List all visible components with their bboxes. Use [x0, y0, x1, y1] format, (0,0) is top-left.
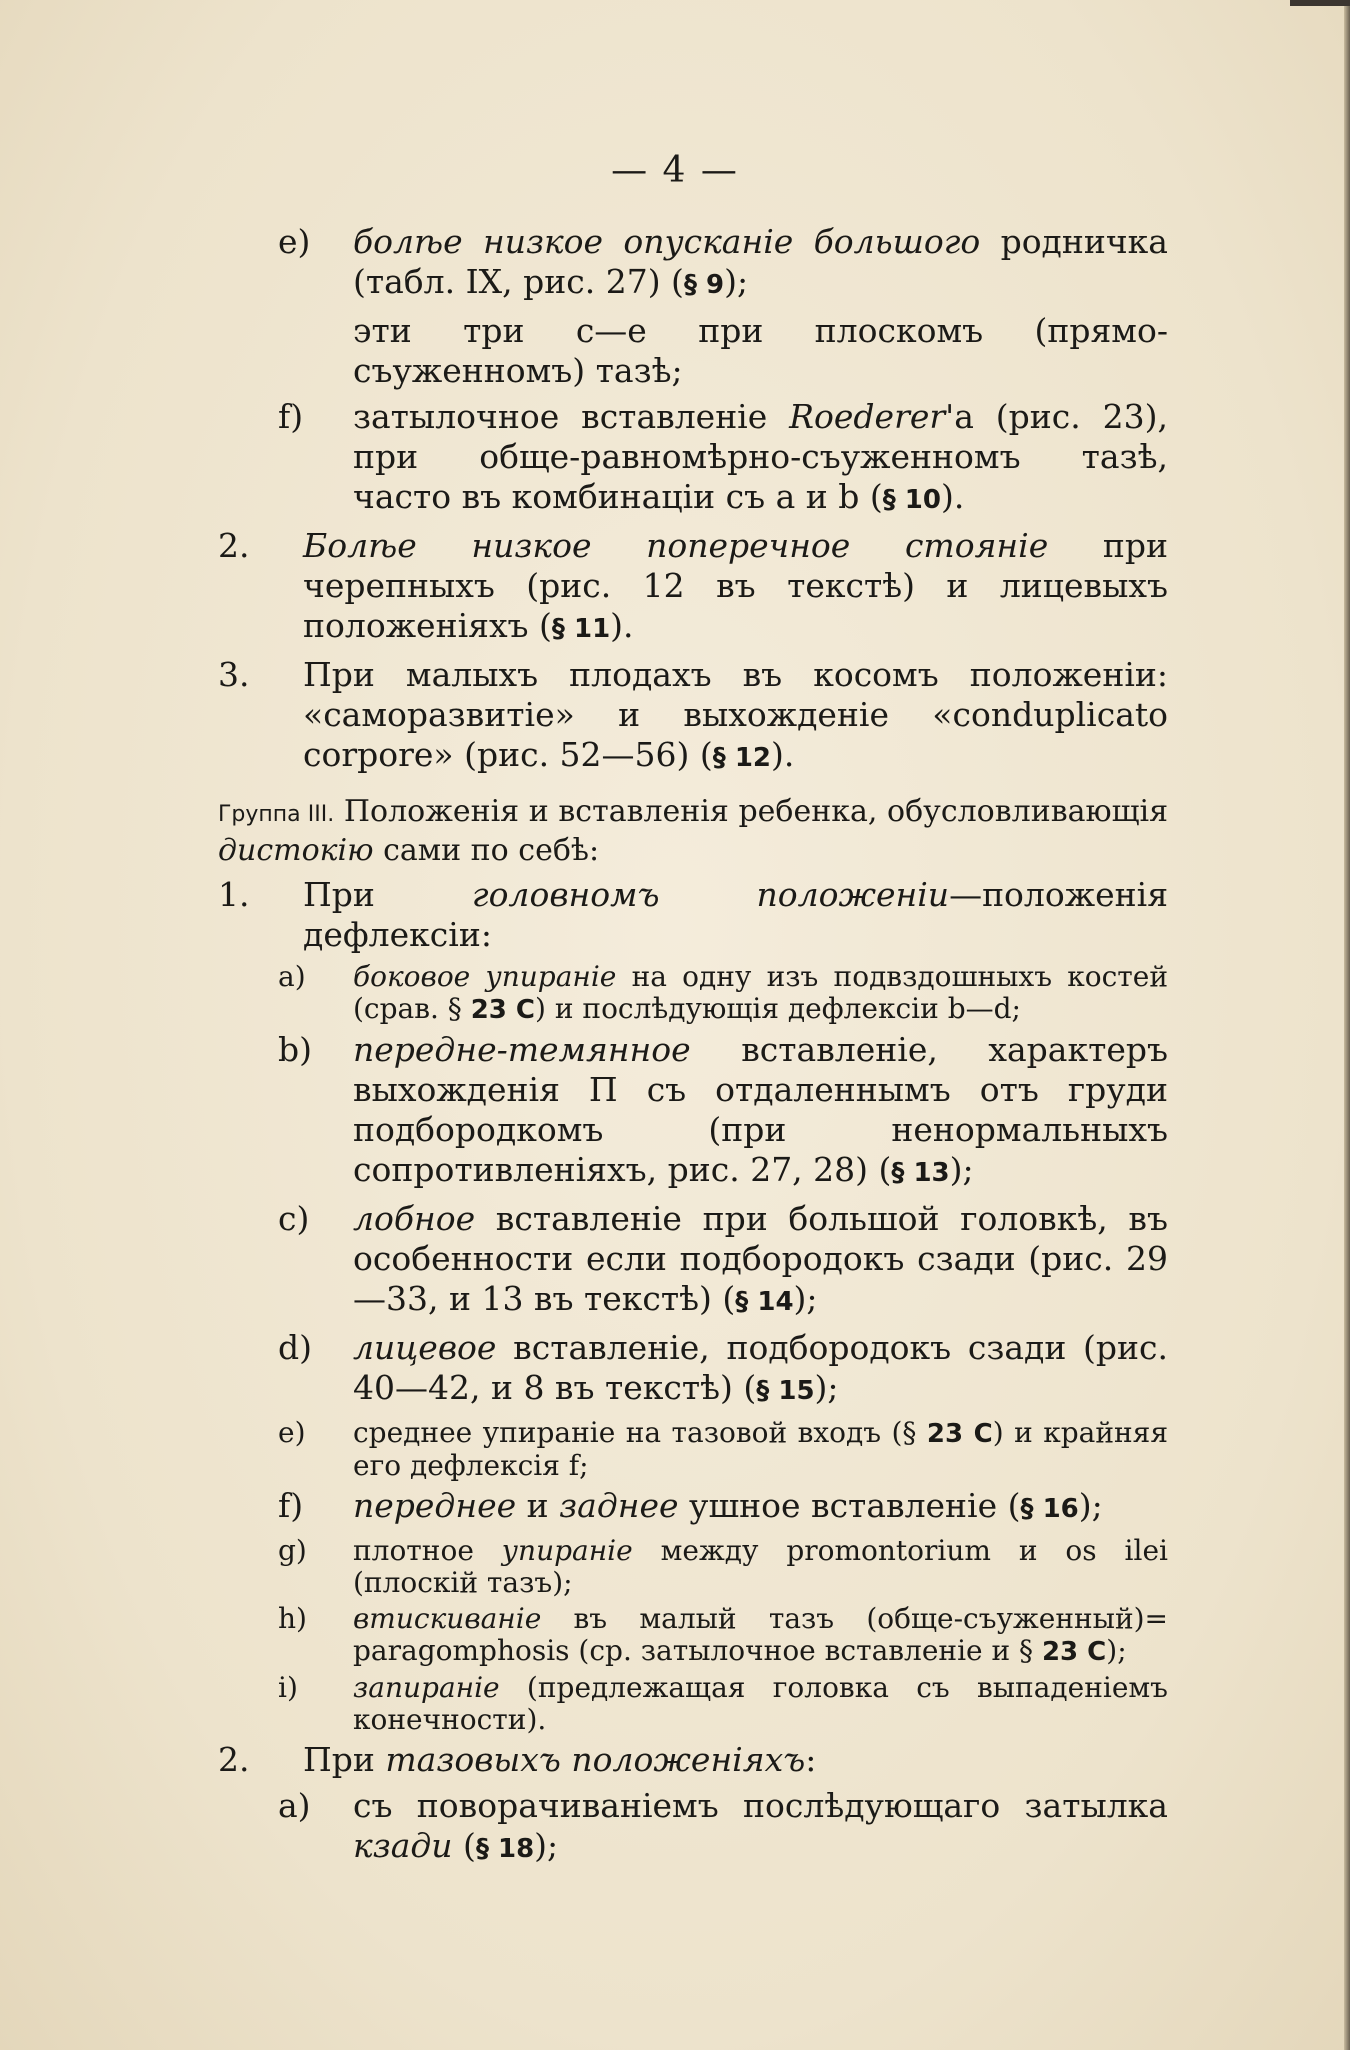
text-run: вставленіе при большой головкѣ, въ особенности если подбородокъ сзади (рис. 29—33, и 13 въ текстѣ) ( [353, 1199, 1168, 1318]
text-run: среднее упираніе на тазовой входъ (§ [353, 1416, 927, 1449]
text-run: ) и крайняя его дефлексія f; [353, 1416, 1168, 1482]
italic-term: Болѣе низкое поперечное стояніе [303, 526, 1049, 565]
list-item [218, 311, 1168, 391]
text-run: ). [771, 735, 795, 774]
text-run: ); [1078, 1486, 1103, 1525]
list-marker: f) [278, 1486, 304, 1525]
text-run: При [303, 875, 472, 914]
page-edge-shadow [1344, 0, 1350, 2050]
list-item [218, 1030, 1168, 1193]
list-marker: 3. [218, 655, 250, 694]
text-run: Положенія и вставленія ребенка, обусловливающія [334, 794, 1168, 829]
section-ref: 23 C [470, 995, 536, 1025]
section-ref: 23 C [926, 1419, 993, 1449]
section-ref: § 13 [891, 1158, 950, 1188]
list-item [218, 1417, 1168, 1482]
text-run: ); [1106, 1634, 1127, 1667]
italic-term: болѣе низкое опусканіе большого [353, 222, 981, 261]
text-run: ушное вставленіе ( [678, 1486, 1021, 1525]
text-run: ). [610, 606, 634, 645]
list-item [218, 1603, 1168, 1668]
list-marker: h) [278, 1602, 307, 1635]
text-run: ); [534, 1826, 559, 1865]
italic-term: боковое упираніе [353, 960, 617, 993]
italic-term: запираніе [353, 1671, 500, 1704]
italic-term: тазовыхъ положеніяхъ [385, 1740, 806, 1779]
list-marker: e) [278, 222, 311, 261]
text-run: 'а (рис. 23), при обще-равномѣрно-съуженномъ тазѣ, часто въ комбинаціи съ a и b ( [353, 397, 1169, 516]
page-corner-mark [1290, 0, 1350, 6]
section-ref: § 11 [551, 614, 611, 644]
italic-term: головномъ положеніи [471, 875, 950, 914]
section-ref: § 16 [1020, 1494, 1079, 1524]
list-item [218, 1740, 1168, 1780]
list-item [218, 1535, 1168, 1599]
page-number: — 4 — [611, 150, 739, 191]
text-run: съ поворачиваніемъ послѣдующаго затылка [353, 1786, 1168, 1825]
section-ref: § 14 [735, 1287, 794, 1317]
list-marker: f) [278, 397, 304, 436]
text-run: въ малый тазъ (обще-съуженный)= paragomphosis (ср. затылочное вставленіе и § [353, 1602, 1168, 1667]
text-run: При малыхъ плодахъ въ косомъ положеніи: «саморазвитіе» и выхожденіе «conduplicato corpore» (рис. 52—56) ( [303, 655, 1168, 774]
italic-term: Roederer [789, 397, 946, 436]
list-marker: b) [278, 1030, 312, 1069]
section-ref: § 15 [756, 1376, 815, 1406]
text-run: сами по себѣ: [373, 833, 600, 868]
text-run: —положенія дефлексіи: [303, 875, 1169, 954]
list-marker: 1. [218, 875, 250, 914]
list-marker: i) [278, 1671, 298, 1704]
list-item [218, 526, 1168, 649]
italic-term: упираніе [501, 1534, 633, 1567]
list-marker: c) [278, 1199, 310, 1238]
list-marker: d) [278, 1328, 312, 1367]
section-ref: § 10 [882, 485, 941, 515]
list-item [218, 655, 1168, 778]
text-run: ( [452, 1826, 476, 1865]
document-body [218, 222, 1168, 1875]
text-run: родничка (табл. IX, рис. 27) ( [353, 222, 1168, 301]
text-run: между promontorium и os ilei (плоскій тазъ); [353, 1534, 1168, 1599]
italic-term: дистокію [218, 833, 374, 868]
italic-term: лицевое [353, 1328, 497, 1367]
list-item [218, 1328, 1168, 1411]
text-run: ); [724, 262, 749, 301]
italic-term: втискиваніе [353, 1602, 542, 1635]
list-marker: 2. [218, 1740, 250, 1779]
italic-term: заднее [559, 1486, 679, 1525]
list-marker: e) [278, 1416, 306, 1449]
section-ref: § 18 [475, 1834, 535, 1864]
text-run: эти три с—е при плоскомъ (прямо-съуженномъ) тазѣ; [353, 311, 1168, 390]
italic-term: лобное [353, 1199, 476, 1238]
text-run: (предлежащая головка съ выпаденіемъ конечности). [353, 1671, 1168, 1736]
list-item [218, 1199, 1168, 1322]
italic-term: кзади [353, 1826, 453, 1865]
list-item [218, 397, 1168, 520]
text-run: вставленіе, характеръ выхожденія П съ отдаленнымъ отъ груди подбородкомъ (при ненормальныхъ сопротивленіяхъ, рис. 27, 28) ( [353, 1030, 1168, 1189]
text-run: на одну изъ подвздошныхъ костей (срав. § [353, 960, 1168, 1025]
list-marker: 2. [218, 526, 250, 565]
text-run: ) и послѣдующія дефлексіи b—d; [535, 992, 1021, 1025]
text-run: ); [814, 1368, 839, 1407]
text-run: ); [949, 1150, 974, 1189]
list-marker: g) [278, 1534, 307, 1567]
text-run: ). [940, 477, 965, 516]
section-ref: § 12 [712, 743, 772, 773]
text-run: При [303, 1740, 386, 1779]
list-item [218, 222, 1168, 305]
group-label: Группа III. [218, 802, 335, 827]
text-run: вставленіе, подбородокъ сзади (рис. 40—42, и 8 въ текстѣ) ( [353, 1328, 1168, 1407]
italic-term: переднее [353, 1486, 517, 1525]
list-item [218, 1486, 1168, 1529]
text-run: ); [793, 1279, 818, 1318]
section-ref: § 9 [683, 270, 725, 300]
text-run: : [805, 1740, 817, 1779]
list-item [218, 1672, 1168, 1736]
text-run: затылочное вставленіе [353, 397, 790, 436]
text-run: плотное [353, 1534, 502, 1567]
text-run: при черепныхъ (рис. 12 въ текстѣ) и лицевыхъ положеніяхъ ( [303, 526, 1168, 645]
list-item [218, 875, 1168, 955]
list-item [218, 1786, 1168, 1869]
list-marker: a) [278, 960, 306, 993]
italic-term: передне-темянное [353, 1030, 691, 1069]
list-marker: a) [278, 1786, 311, 1825]
list-item [218, 961, 1168, 1026]
text-run: и [516, 1486, 560, 1525]
section-ref: 23 C [1041, 1637, 1107, 1667]
group-heading [218, 794, 1168, 869]
